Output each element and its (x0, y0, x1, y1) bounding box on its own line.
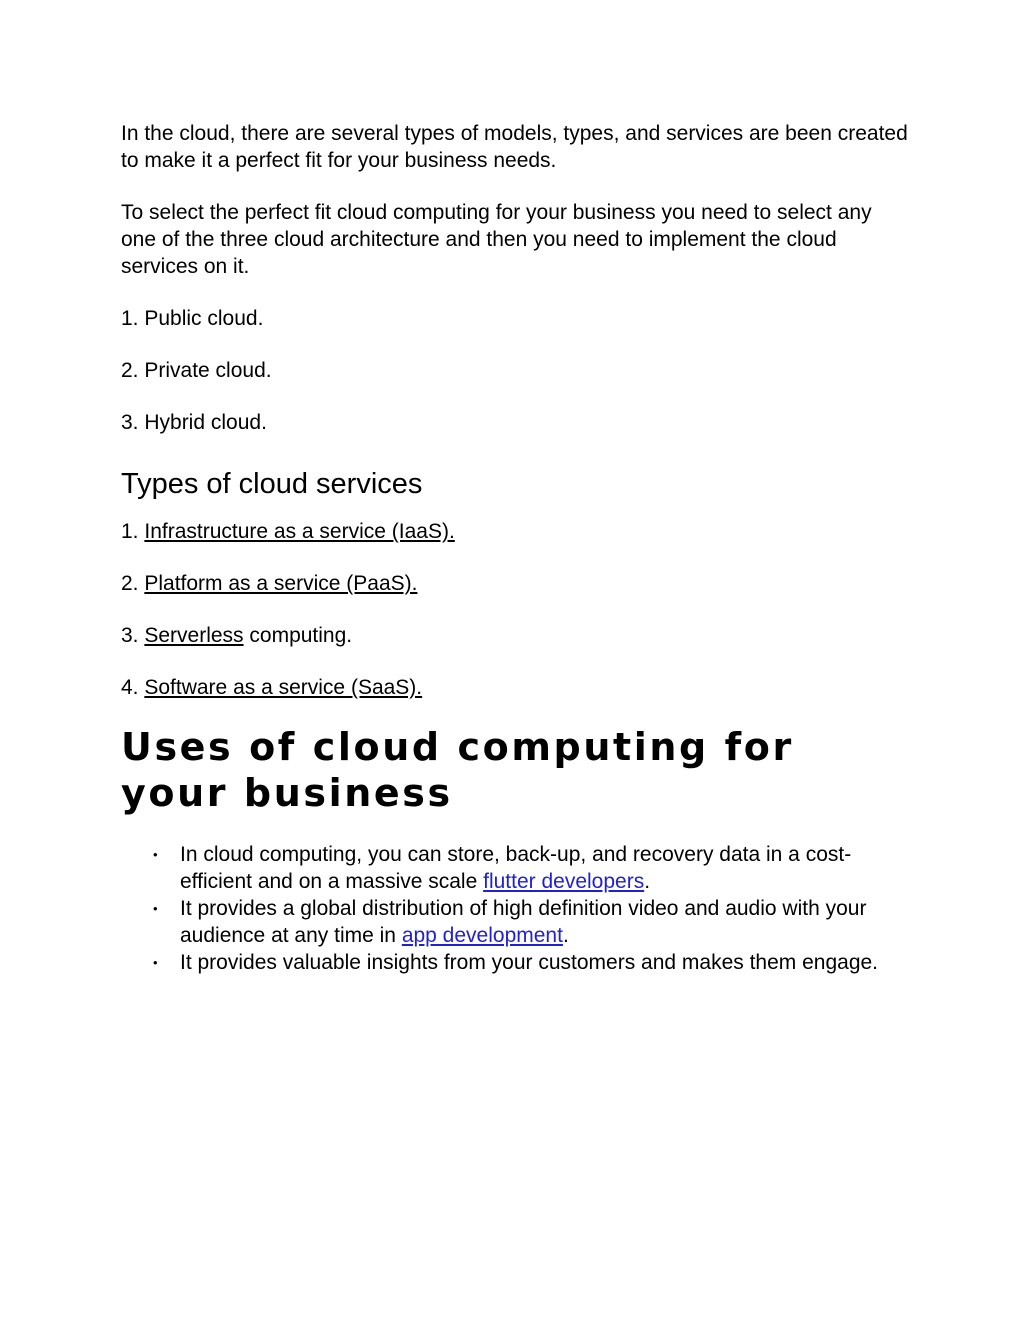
app-development-link[interactable]: app development (401, 924, 563, 947)
uses-heading: Uses of cloud computing for your business (121, 725, 794, 815)
bullet-icon: • (153, 901, 158, 916)
select-paragraph: To select the perfect fit cloud computing for your business you need to select any one of the three cloud architecture and then you need to implement the cloud services on it. (121, 201, 872, 278)
paas-link[interactable]: Platform as a service (PaaS). (144, 572, 418, 595)
serverless-link[interactable]: Serverless (144, 624, 244, 647)
uses-item-after: . (644, 870, 651, 893)
service-item-saas (121, 674, 911, 701)
architecture-item-private: 2. Private cloud. (121, 359, 272, 382)
architecture-item-hybrid: 3. Hybrid cloud. (121, 411, 267, 434)
uses-list-item (121, 895, 911, 949)
service-item-paas (121, 570, 911, 597)
service-number: 3. (121, 624, 145, 647)
uses-item-text: It provides valuable insights from your customers and makes them engage. (180, 951, 879, 974)
saas-link[interactable]: Software as a service (SaaS). (144, 676, 423, 699)
service-number: 4. (121, 676, 145, 699)
flutter-developers-link[interactable]: flutter developers (483, 870, 645, 893)
document-page (121, 120, 911, 976)
services-list (121, 518, 911, 701)
service-rest: computing. (243, 624, 353, 647)
uses-item-text: In cloud computing, you can store, back-up, and recovery data in a cost-efficient and on a massive scale (180, 843, 852, 893)
service-item-iaas (121, 518, 911, 545)
uses-item-text: It provides a global distribution of high definition video and audio with your audience at any time in (180, 897, 867, 947)
uses-list-item (121, 949, 911, 976)
service-number: 1. (121, 520, 145, 543)
intro-paragraph: In the cloud, there are several types of models, types, and services are been created to make it a perfect fit for your business needs. (121, 122, 908, 172)
uses-list (121, 841, 911, 976)
service-item-serverless (121, 622, 911, 649)
uses-item-after: . (562, 924, 569, 947)
uses-list-item (121, 841, 911, 895)
bullet-icon: • (153, 847, 158, 862)
types-heading: Types of cloud services (121, 468, 423, 500)
architecture-item-public: 1. Public cloud. (121, 307, 264, 330)
service-number: 2. (121, 572, 145, 595)
iaas-link[interactable]: Infrastructure as a service (IaaS). (144, 520, 455, 543)
bullet-icon: • (153, 955, 158, 970)
